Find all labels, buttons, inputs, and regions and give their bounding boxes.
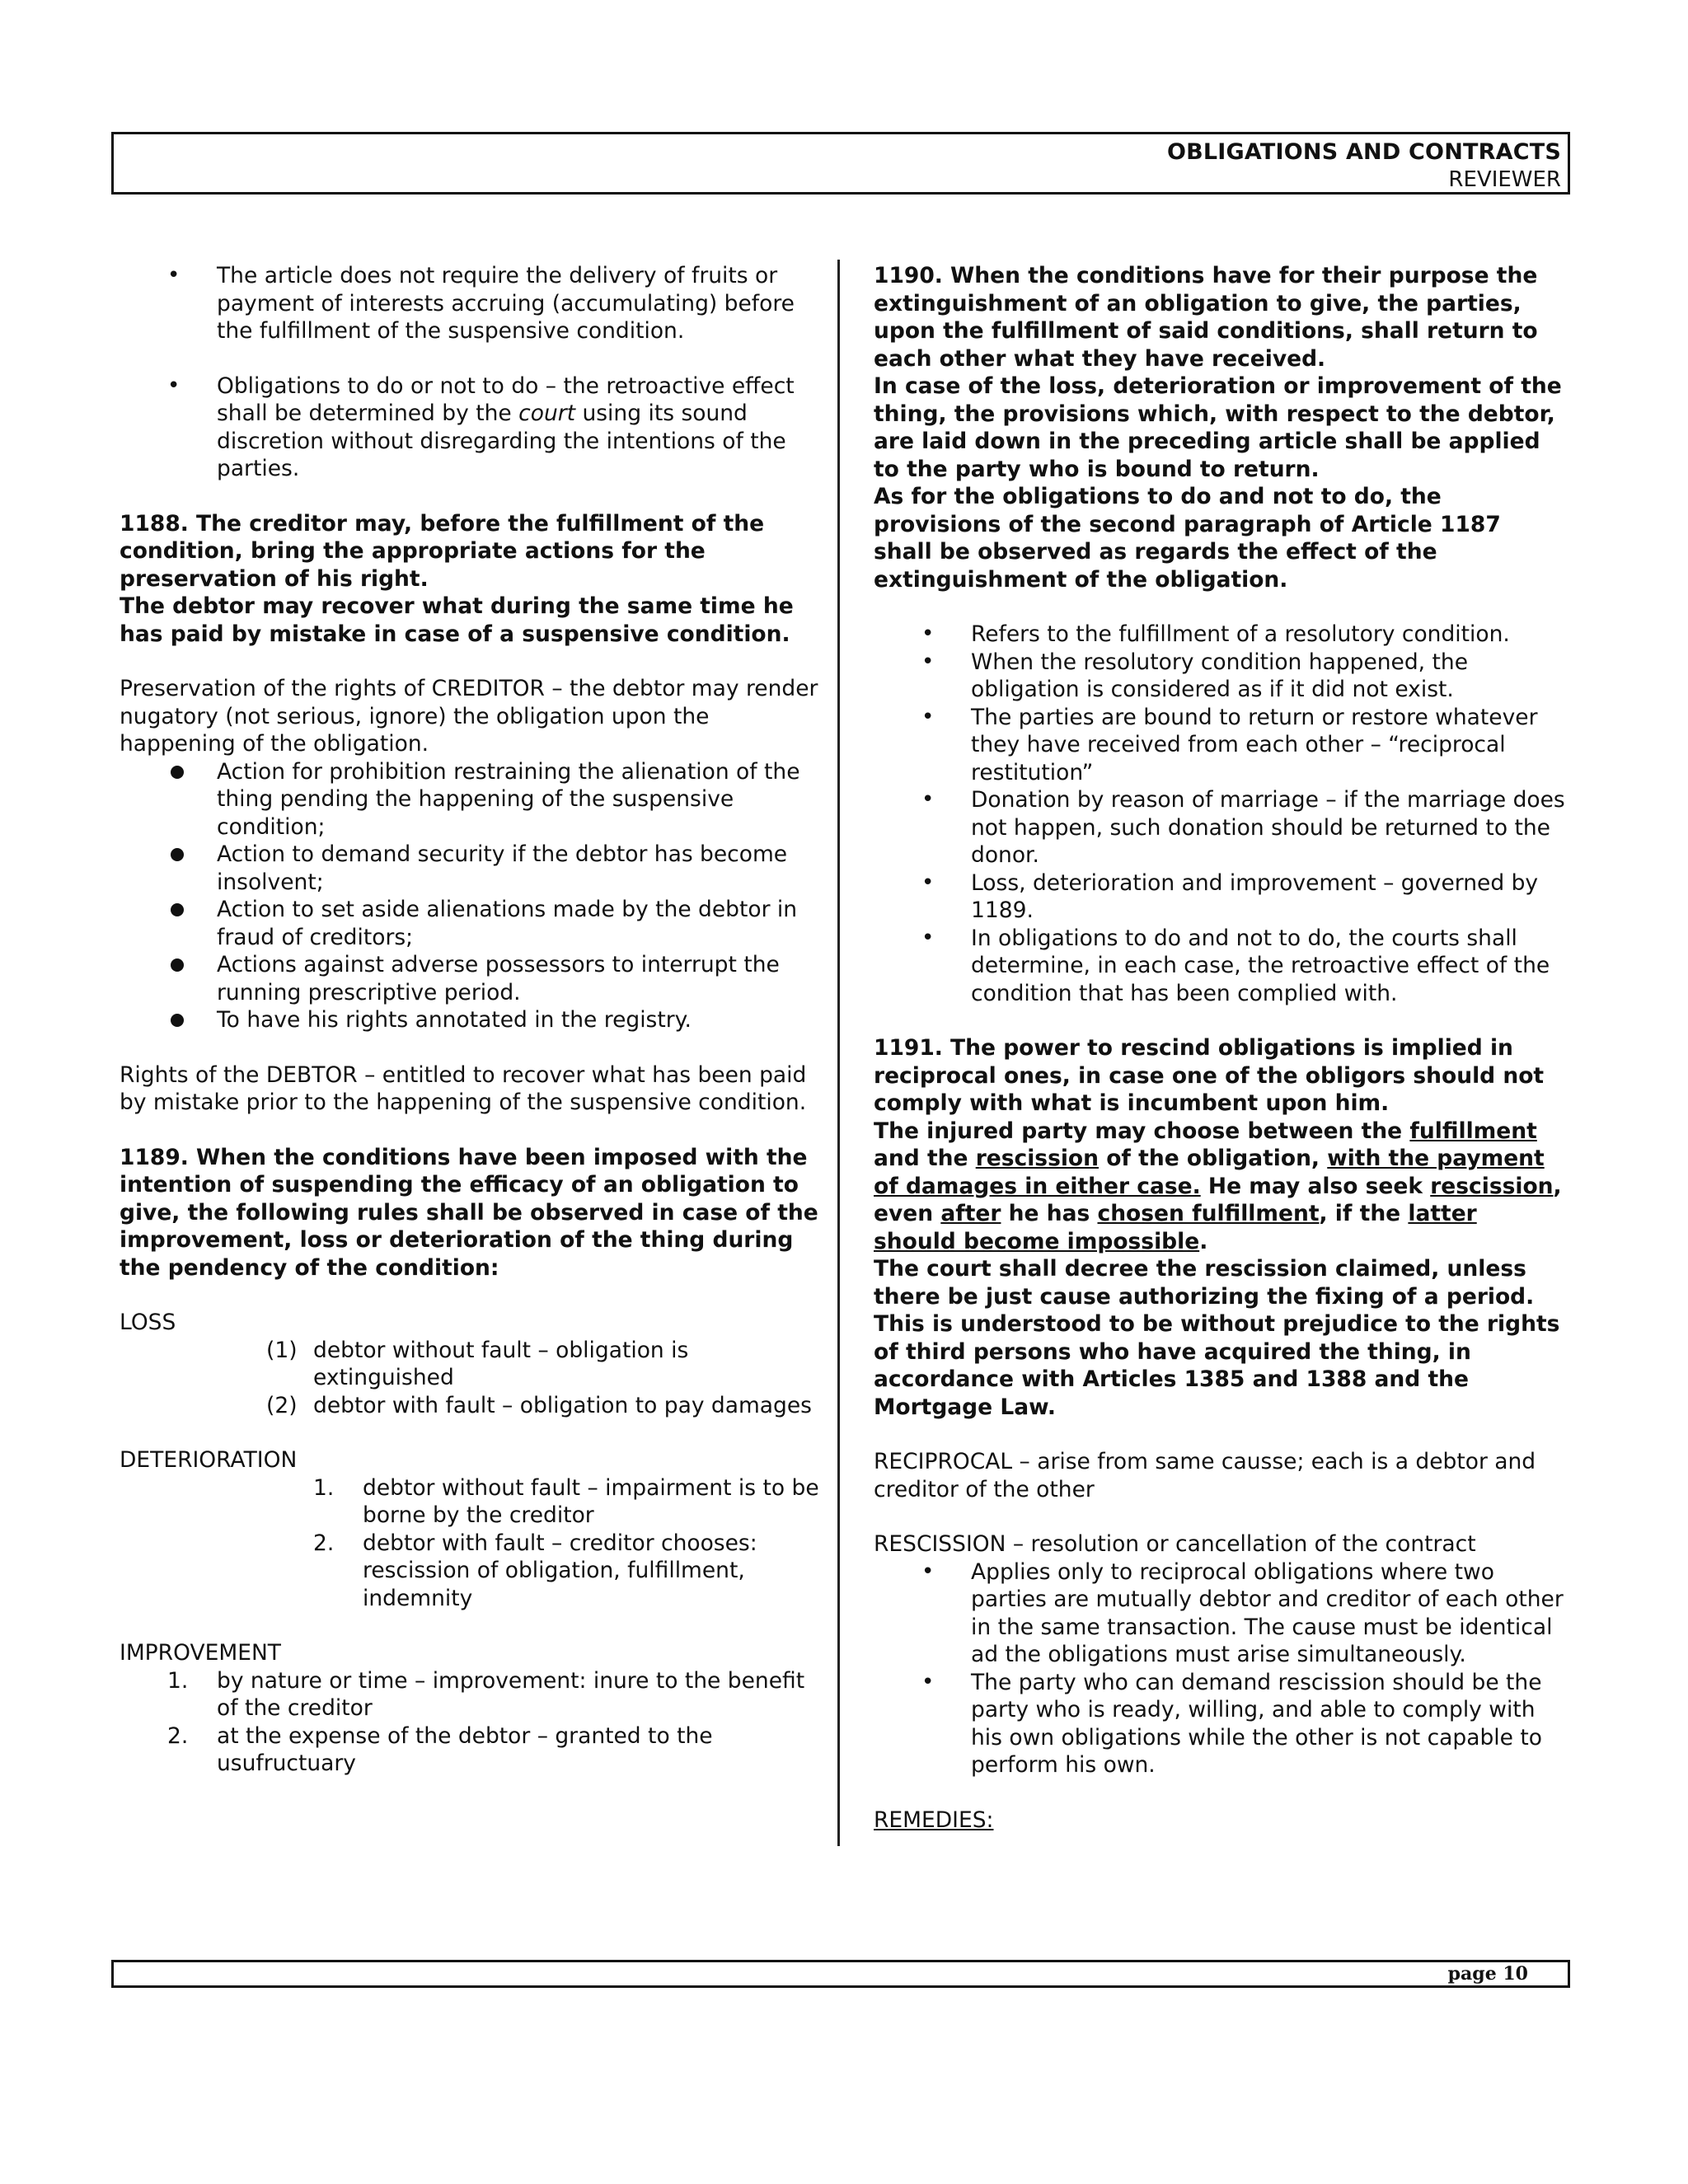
list-item: 2. at the expense of the debtor – granted to the usufructuary — [167, 1722, 713, 1776]
list-item: (2) debtor with fault – obligation to pay damages — [266, 1392, 812, 1418]
filled-circle-bullet-icon — [171, 848, 184, 861]
article-1190-third-paragraph: As for the obligations to do and not to do, the provisions of the second paragraph of Article 1187 shall be observed as regards the effect of the extinguishment of the obligation. — [874, 484, 1501, 593]
list-item: • The article does not require the delivery of fruits or payment of interests accruing (accumulating) before the fulfillment of the suspensive condition. — [167, 263, 795, 344]
article-1191-second-paragraph: The injured party may choose between the fulfillment and the rescission of the obligation, with the payment of damages in either case. He may also seek rescission, even after he has chosen fulfillment, if the latter should become impossible. — [874, 1118, 1562, 1254]
filled-circle-bullet-icon — [171, 958, 184, 972]
list-item: (1) debtor without fault – obligation is extinguished — [266, 1337, 689, 1390]
article-1191: 1191. The power to rescind obligations is implied in reciprocal ones, in case one of the obligors should not comply with what is incumbent upon him. — [874, 1035, 1545, 1116]
list-item: Action to demand security if the debtor has become insolvent; — [120, 841, 820, 896]
improvement-label: IMPROVEMENT — [120, 1640, 281, 1666]
bullet-icon: • — [921, 925, 935, 950]
list-item: 1. debtor without fault – impairment is to be borne by the creditor — [313, 1474, 819, 1528]
article-1188: 1188. The creditor may, before the fulfillment of the condition, bring the appropriate actions for the preservation of his right. — [120, 510, 765, 592]
left-column — [120, 262, 820, 1778]
list-item: • When the resolutory condition happened, the obligation is considered as if it did not exist. — [921, 649, 1469, 702]
remedies-heading: REMEDIES: — [874, 1807, 994, 1833]
list-item: • Donation by reason of marriage – if the marriage does not happen, such donation should be returned to the donor. — [921, 787, 1565, 868]
filled-circle-bullet-icon — [171, 1014, 184, 1027]
article-1190-notes — [874, 621, 1566, 1007]
loss-list — [120, 1337, 820, 1420]
list-item: • Applies only to reciprocal obligations where two parties are mutually debtor and creditor of each other in the same transaction. The cause must be identical ad the obligations must arise simultaneously. — [921, 1558, 1564, 1667]
list-item: 2. debtor with fault – creditor chooses: rescission of obligation, fulfillment, indemnity — [313, 1530, 757, 1611]
document-title: OBLIGATIONS AND CONTRACTS — [1166, 139, 1561, 165]
list-item: • Refers to the fulfillment of a resolutory condition. — [921, 621, 1510, 647]
list-item: 1. by nature or time – improvement: inure to the benefit of the creditor — [167, 1667, 805, 1721]
page-number: page 10 — [1447, 1963, 1528, 1985]
header-box — [111, 132, 1570, 194]
deterioration-label: DETERIORATION — [120, 1447, 298, 1473]
right-column — [874, 262, 1566, 1834]
top-bullet-list — [120, 262, 820, 345]
bullet-icon: • — [921, 1558, 935, 1584]
article-1190: 1190. When the conditions have for their purpose the extinguishment of an obligation to give, the parties, upon the fulfillment of said conditions, shall return to each other what they have received. — [874, 263, 1538, 372]
column-divider — [837, 260, 840, 1846]
article-1189: 1189. When the conditions have been imposed with the intention of suspending the efficacy of an obligation to give, the following rules shall be observed in case of the improvement, loss or deterioration of the thing during the pendency of the condition: — [120, 1144, 818, 1281]
article-1188-second-paragraph: The debtor may recover what during the same time he has paid by mistake in case of a suspensive condition. — [120, 593, 794, 647]
bullet-icon: • — [921, 649, 935, 674]
list-item: • Loss, deterioration and improvement – governed by 1189. — [921, 869, 1539, 923]
filled-circle-bullet-icon — [171, 903, 184, 916]
list-item: • The parties are bound to return or restore whatever they have received from each other – “reciprocal restitution” — [921, 704, 1538, 785]
bullet-icon: • — [921, 869, 935, 895]
deterioration-list — [120, 1474, 820, 1613]
document-subtitle: REVIEWER — [1448, 167, 1561, 192]
bullet-icon: • — [921, 621, 935, 646]
list-item: • In obligations to do and not to do, the courts shall determine, in each case, the retroactive effect of the condition that has been complied with. — [921, 925, 1550, 1006]
creditor-actions-list — [120, 758, 820, 1034]
rescission-notes — [874, 1558, 1566, 1779]
improvement-list — [120, 1667, 820, 1778]
filled-circle-bullet-icon — [171, 766, 184, 779]
list-item: • Obligations to do or not to do – the retroactive effect shall be determined by the court using its sound discretion without disregarding the intentions of the parties. — [167, 373, 795, 481]
creditor-rights-intro: Preservation of the rights of CREDITOR – the debtor may render nugatory (not serious, ignore) the obligation upon the happening of the obligation. — [120, 676, 818, 757]
article-1191-fourth-paragraph: This is understood to be without prejudice to the rights of third persons who have acquired the thing, in accordance with Articles 1385 and 1388 and the Mortgage Law. — [874, 1311, 1560, 1420]
top-bullet-list-2 — [120, 373, 820, 483]
list-item: Action for prohibition restraining the alienation of the thing pending the happening of the suspensive condition; — [120, 758, 820, 841]
bullet-icon: • — [921, 787, 935, 812]
footer-box — [111, 1960, 1570, 1988]
bullet-icon: • — [167, 373, 181, 398]
rescission-definition: RESCISSION – resolution or cancellation of the contract — [874, 1531, 1476, 1557]
list-item: Actions against adverse possessors to interrupt the running prescriptive period. — [120, 951, 820, 1006]
bullet-icon: • — [167, 263, 181, 288]
bullet-icon: • — [921, 704, 935, 729]
debtor-rights: Rights of the DEBTOR – entitled to recover what has been paid by mistake prior to the happening of the suspensive condition. — [120, 1062, 807, 1115]
list-item: To have his rights annotated in the registry. — [120, 1006, 820, 1034]
article-1191-third-paragraph: The court shall decree the rescission claimed, unless there be just cause authorizing the fixing of a period. — [874, 1256, 1535, 1310]
loss-label: LOSS — [120, 1310, 176, 1335]
list-item: Action to set aside alienations made by the debtor in fraud of creditors; — [120, 896, 820, 951]
list-item: • The party who can demand rescission should be the party who is ready, willing, and able to comply with his own obligations while the other is not capable to perform his own. — [921, 1669, 1542, 1778]
bullet-icon: • — [921, 1669, 935, 1694]
article-1190-second-paragraph: In case of the loss, deterioration or improvement of the thing, the provisions which, with respect to the debtor, are laid down in the preceding article shall be applied to the party who is bound to return. — [874, 373, 1562, 482]
reciprocal-definition: RECIPROCAL – arise from same causse; each is a debtor and creditor of the other — [874, 1449, 1536, 1502]
